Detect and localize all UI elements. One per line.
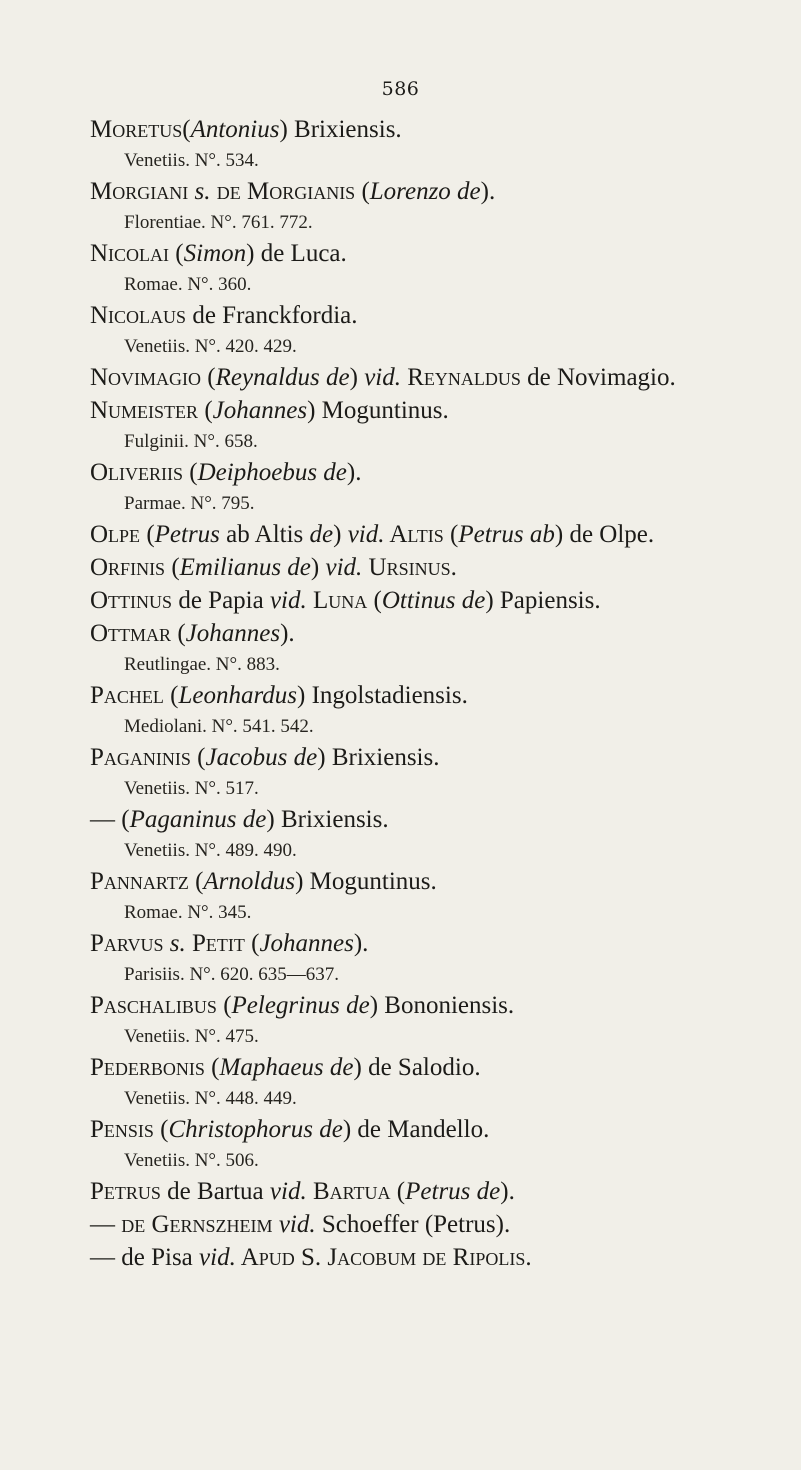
entry-text: ( [443,521,459,548]
entry-text: ). [480,178,496,205]
entry-italic-text: vid. [272,1211,316,1238]
index-entry [90,175,790,237]
entry-text: ) Brixiensis. [266,806,389,833]
entry-name: Pachel [90,682,164,709]
entry-text: ( [153,1116,169,1143]
entry-heading [90,741,790,774]
entry-italic-text: Ottinus de [381,587,486,614]
index-entry [90,927,790,989]
entry-text: ( [188,868,204,895]
entry-text: de Novimagio. [520,364,676,391]
entry-name: Ottmar [90,620,172,647]
entry-imprint: Venetiis. N°. 420. 429. [124,336,297,357]
entry-text: ) Moguntinus. [295,868,437,895]
entry-italic-text: Paganinus de [129,806,267,833]
entry-imprint: Venetiis. N°. 448. 449. [124,1088,297,1109]
entry-name: Petrus [90,1178,161,1205]
entry-name: Bartua [306,1178,391,1205]
entry-imprint: Venetiis. N°. 475. [124,1026,259,1047]
entry-heading [90,865,790,898]
entry-imprint: Florentiae. N°. 761. 772. [124,212,313,233]
entry-text: ) [333,521,348,548]
entry-text: ) Brixiensis. [317,744,440,771]
index-entry [90,989,790,1051]
entry-text: ). [346,459,362,486]
entry-italic-text: vid. [364,364,401,391]
entry-text: Schoeffer (Petrus). [315,1211,511,1238]
entry-name: Orfinis [90,554,166,581]
index-entry [90,803,790,865]
entry-text: ( [163,682,179,709]
entry-heading [90,989,790,1022]
entry-heading [90,1051,790,1084]
index-entry [90,237,790,299]
index-entry [90,394,790,456]
index-entry [90,113,790,175]
entry-text: ( [216,992,232,1019]
index-entry [90,679,790,741]
entry-imprint: Venetiis. N°. 517. [124,778,259,799]
entry-text: ). [500,1178,515,1205]
entry-name: Morgiani [90,178,189,205]
entry-name: Numeister [90,397,199,424]
entry-imprint: Romae. N°. 345. [124,902,252,923]
index-entry [90,1113,790,1175]
entry-name: Pannartz [90,868,189,895]
entry-text: ( [390,1178,406,1205]
entry-text: ( [244,930,260,957]
entry-heading [90,1208,790,1241]
entry-italic-text: vid. [347,521,385,548]
entry-text: ) Moguntinus. [307,397,449,424]
entry-name: Paschalibus [90,992,217,1019]
entry-heading [90,1113,790,1146]
entry-italic-text: Johannes [185,620,281,647]
entry-name: Paganinis [90,744,191,771]
entry-text: ) de Luca. [246,240,347,267]
entry-text: ). [353,930,369,957]
entry-text: ab Altis [219,521,310,548]
index-entry [90,865,790,927]
entry-name: Ottinus [90,587,173,614]
entry-name: Ursinus [362,554,451,581]
entry-italic-text: Reynaldus de [215,364,350,391]
entry-heading [90,1175,790,1208]
entry-italic-text: Antonius [190,116,280,143]
entry-italic-text: Maphaeus de [219,1054,354,1081]
entry-imprint: Parmae. N°. 795. [124,493,255,514]
entry-imprint: Reutlingae. N°. 883. [124,654,280,675]
entry-name: Altis [384,521,444,548]
entry-italic-text: Johannes [212,397,308,424]
entry-italic-text: Arnoldus [203,868,296,895]
entry-text: ( [367,587,382,614]
entry-text: ( [183,459,198,486]
entry-text: ) [349,364,365,391]
entry-italic-text: Simon [183,240,247,267]
entry-imprint: Venetiis. N°. 489. 490. [124,840,297,861]
entry-imprint: Romae. N°. 360. [124,274,252,295]
entry-text: de Papia [172,587,270,614]
entry-heading [90,1241,790,1274]
entry-heading [90,361,790,394]
entry-text: ) Ingolstadiensis. [297,682,468,709]
entry-imprint: Parisiis. N°. 620. 635—637. [124,964,340,985]
entry-text: ( [140,521,155,548]
entry-text: — ( [90,806,130,833]
entry-heading [90,518,790,551]
entry-name: Luna [306,587,368,614]
index-entry [90,617,790,679]
index-entry [90,741,790,803]
entry-heading [90,175,790,208]
entry-text: ) [310,554,326,581]
entry-text: . [525,1244,532,1271]
entry-italic-text: Emilianus de [179,554,311,581]
entry-text: ( [204,1054,220,1081]
entry-text: ) de Mandello. [342,1116,490,1143]
entry-list [90,113,790,1274]
entry-name: Moretus [90,116,183,143]
entry-italic-text: s. [163,930,192,957]
entry-heading [90,617,790,650]
index-entry [90,1241,790,1274]
entry-text: ) Papiensis. [485,587,601,614]
entry-text: ) de Salodio. [353,1054,481,1081]
entry-text: ( [198,397,213,424]
entry-italic-text: Lorenzo de [369,178,481,205]
entry-heading [90,584,790,617]
entry-heading [90,113,790,146]
index-entry [90,518,790,551]
entry-text: ( [169,240,184,267]
entry-name: Nicolaus [90,302,187,329]
index-entry [90,1175,790,1208]
entry-imprint: Venetiis. N°. 534. [124,150,259,171]
index-entry [90,551,790,584]
index-entry [90,299,790,361]
entry-text: de Bartua [160,1178,270,1205]
entry-heading [90,927,790,960]
entry-italic-text: Petrus de [405,1178,501,1205]
entry-heading [90,551,790,584]
entry-italic-text: Leonhardus [178,682,298,709]
entry-name: Olpe [90,521,141,548]
entry-text: ) Brixiensis. [279,116,402,143]
entry-text: de Franckfordia. [186,302,358,329]
index-entry [90,1051,790,1113]
entry-name: Oliveriis [90,459,184,486]
entry-heading [90,679,790,712]
index-entry [90,361,790,394]
entry-italic-text: Deiphoebus de [197,459,347,486]
entry-text: ) Bononiensis. [369,992,515,1019]
entry-name: Apud S. Jacobum de Ripolis [235,1244,526,1271]
entry-name: Pensis [90,1116,154,1143]
entry-text: ( [190,744,206,771]
entry-italic-text: Petrus [154,521,220,548]
entry-heading [90,394,790,427]
entry-heading [90,237,790,270]
entry-text: ( [165,554,180,581]
entry-text: ( [201,364,216,391]
entry-heading [90,299,790,332]
entry-imprint: Fulginii. N°. 658. [124,431,258,452]
entry-text: ) de Olpe. [554,521,655,548]
index-entry [90,584,790,617]
entry-italic-text: Christophorus de [168,1116,343,1143]
entry-text: — [90,1211,122,1238]
entry-heading [90,456,790,489]
entry-italic-text: Pelegrinus de [231,992,370,1019]
entry-text: ( [355,178,370,205]
entry-heading [90,803,790,836]
entry-name: de Morgianis [216,178,356,205]
entry-text: ( [171,620,186,647]
entry-italic-text: Petrus ab [458,521,555,548]
entry-name: Reynaldus [400,364,521,391]
entry-name: Novimagio [90,364,202,391]
entry-text: ( [182,116,191,143]
entry-name: Pederbonis [90,1054,205,1081]
page-number: 586 [381,78,420,100]
entry-name: Petit [191,930,245,957]
entry-imprint: Venetiis. N°. 506. [124,1150,259,1171]
entry-italic-text: de [309,521,334,548]
entry-italic-text: s. [188,178,217,205]
index-entry [90,456,790,518]
entry-name: de Gernszheim [121,1211,273,1238]
entry-name: Nicolai [90,240,170,267]
entry-italic-text: vid. [199,1244,236,1271]
entry-text: ). [280,620,295,647]
entry-italic-text: vid. [269,587,307,614]
entry-italic-text: Johannes [259,930,354,957]
entry-italic-text: vid. [269,1178,307,1205]
entry-text: . [450,554,457,581]
entry-text: — de Pisa [90,1244,200,1271]
entry-imprint: Mediolani. N°. 541. 542. [124,716,314,737]
entry-italic-text: vid. [325,554,363,581]
entry-name: Parvus [90,930,164,957]
index-entry [90,1208,790,1241]
entry-italic-text: Jacobus de [205,744,318,771]
